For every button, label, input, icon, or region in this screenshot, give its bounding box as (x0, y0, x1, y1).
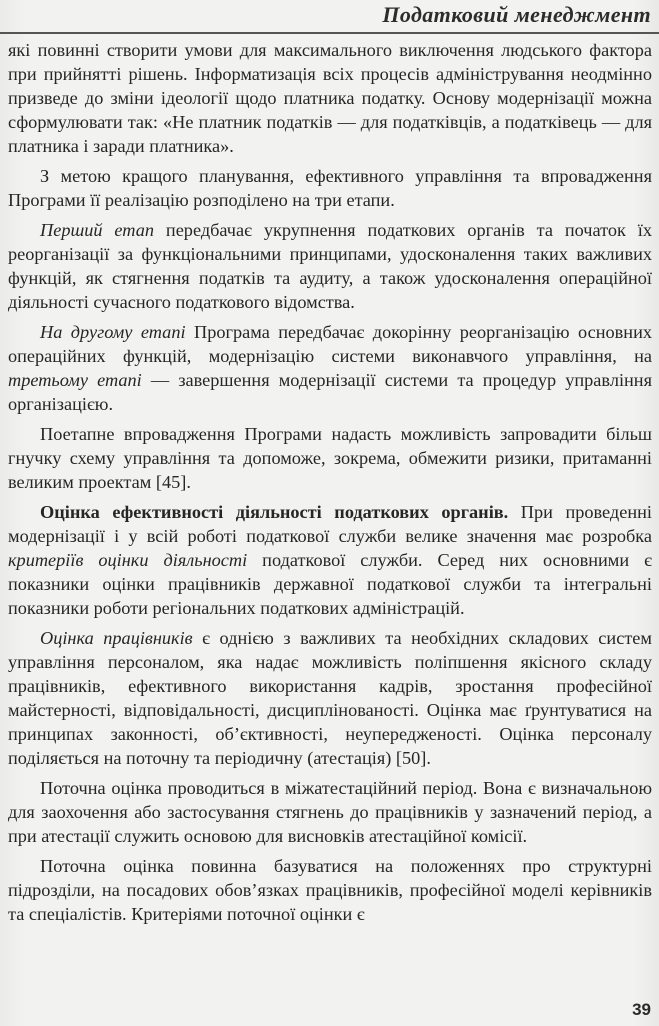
paragraph-6 (8, 500, 652, 620)
running-head: Податковий менеджмент (382, 2, 651, 27)
paragraph-4-text-b: — завершення модернізації системи та процедур управління організацією. (8, 370, 652, 414)
paragraph-1-text: які повинні створити умови для максимального виключення людського фактора при прийнятті рішень. Інформатизація всіх процесів адміністрування неодмінно призведе до зміни ідеології щодо платника податку. Основу модернізації можна сформулювати так: «Не платник податків — для податківців, а податківець — для платника і заради платника». (8, 40, 652, 156)
paragraph-3 (8, 218, 652, 314)
paragraph-4 (8, 320, 652, 416)
section-heading: Оцінка ефективності діяльності податкових органів. (40, 502, 509, 522)
paragraph-6-text-b: податкової служби. Серед них основними є показники оцінки працівників державної податкової служби та інтегральні показники роботи регіональних податкових адміністрацій. (8, 550, 652, 618)
header-rule (0, 32, 659, 34)
paragraph-4-lead: На другому етапі (40, 322, 186, 342)
paragraph-7-text: є однією з важливих та необхідних складових систем управління персоналом, яка надає можливість поліпшення якісного складу працівників, ефективного використання кадрів, зростання професійної майстерності, відповідальності, дисциплінованості. Оцінка має ґрунтуватися на принципах законності, об’єктивності, неупередженості. Оцінка персоналу поділяється на поточну та періодичну (атестація) [50]. (8, 628, 652, 768)
page-number: 39 (632, 1000, 651, 1019)
paragraph-8 (8, 776, 652, 848)
paragraph-3-lead: Перший етап (40, 220, 155, 240)
paragraph-9 (8, 854, 652, 926)
paragraph-2-text: З метою кращого планування, ефективного управління та впровадження Програми її реалізацію розподілено на три етапи. (8, 166, 652, 210)
paragraph-3-text: передбачає укрупнення податкових органів та початок їх реорганізації за функціональними принципами, удосконалення таких важливих функцій, як стягнення податків та аудиту, а також удосконалення операційної діяльності сучасного податкового відомства. (8, 220, 652, 312)
paragraph-9-text: Поточна оцінка повинна базуватися на положеннях про структурні підрозділи, на посадових обов’язках працівників, професійної моделі керівників та спеціалістів. Критеріями поточної оцінки є (8, 856, 652, 924)
paragraph-6-italic: критеріїв оцінки діяльності (8, 550, 248, 570)
paragraph-4-text-a: Програма передбачає докорінну реорганізацію основних операційних функцій, модернізацію системи виконавчого управління, на (8, 322, 652, 366)
paragraph-5-text: Поетапне впровадження Програми надасть можливість запровадити більш гнучку схему управління та допоможе, зокрема, обмежити ризики, притаманні великим проектам [45]. (8, 424, 652, 492)
paragraph-2 (8, 164, 652, 212)
body-text (8, 38, 652, 932)
paragraph-8-text: Поточна оцінка проводиться в міжатестаційний період. Вона є визначальною для заохочення або застосування стягнень до працівників у зазначений період, а при атестації служить основою для висновків атестаційної комісії. (8, 778, 652, 846)
paragraph-6-text-a: При проведенні модернізації і у всій роботі податкової служби велике значення має розробка (8, 502, 652, 546)
paragraph-7-lead: Оцінка працівників (40, 628, 193, 648)
paragraph-4-italic: третьому етапі (8, 370, 142, 390)
paragraph-5 (8, 422, 652, 494)
paragraph-1 (8, 38, 652, 158)
paragraph-7 (8, 626, 652, 770)
